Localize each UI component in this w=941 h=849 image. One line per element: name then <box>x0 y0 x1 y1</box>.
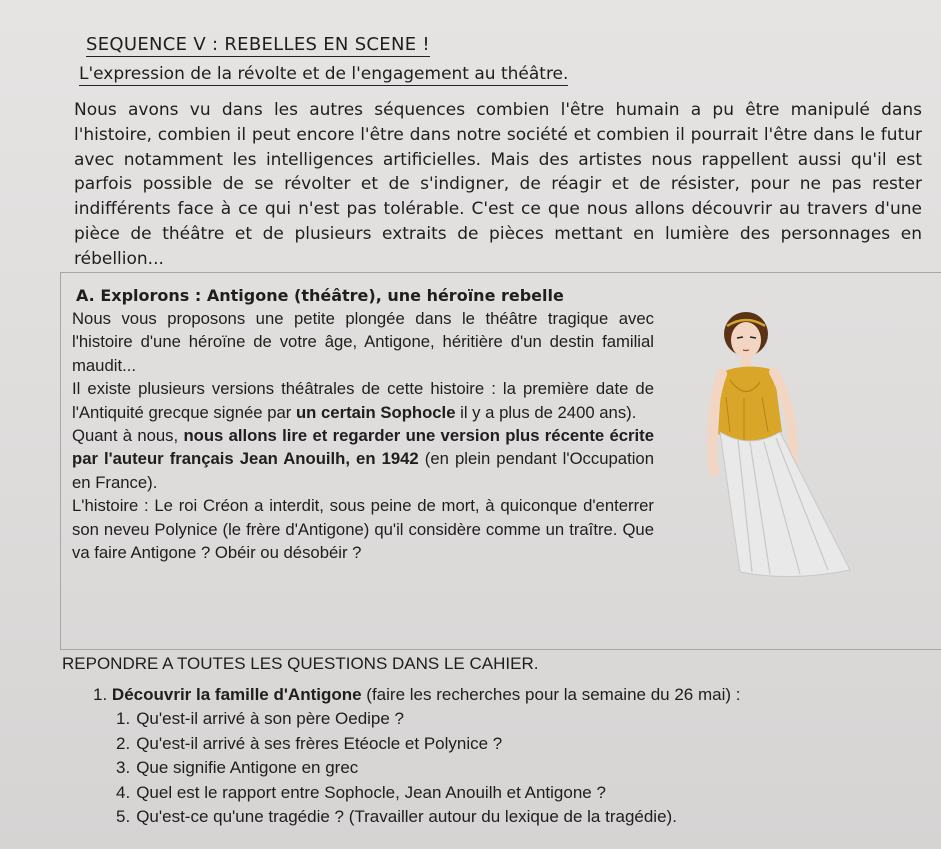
questions-heading: 1. Découvrir la famille d'Antigone (faire les recherches pour la semaine du 26 mai) : <box>93 685 741 704</box>
sequence-title: SEQUENCE V : REBELLES EN SCENE ! <box>86 34 430 55</box>
section-a-heading: A. Explorons : Antigone (théâtre), une héroïne rebelle <box>76 286 564 305</box>
subtitle: L'expression de la révolte et de l'engagement au théâtre. <box>79 64 569 84</box>
section-a-p2: Il existe plusieurs versions théâtrales de cette histoire : la première date de l'Antiquité grecque signée par un certain Sophocle il y a plus de 2400 ans). <box>72 379 654 422</box>
section-a-text <box>72 305 654 564</box>
instructions: REPONDRE A TOUTES LES QUESTIONS DANS LE CAHIER. <box>62 654 539 673</box>
question-item: 3. Que signifie Antigone en grec <box>116 758 359 777</box>
section-a-p4: L'histoire : Le roi Créon a interdit, sous peine de mort, à quiconque d'enterrer son neveu Polynice (le frère d'Antigone) qu'il considère comme un traître. Que va faire Antigone ? Obéir ou désobéir ? <box>72 496 654 563</box>
question-item: 5. Qu'est-ce qu'une tragédie ? (Travailler autour du lexique de la tragédie). <box>116 807 677 826</box>
question-item: 1. Qu'est-il arrivé à son père Oedipe ? <box>116 709 405 728</box>
antigone-illustration <box>700 302 860 592</box>
question-item: 2. Qu'est-il arrivé à ses frères Etéocle et Polynice ? <box>116 733 503 753</box>
question-list <box>116 707 677 830</box>
intro-paragraph: Nous avons vu dans les autres séquences combien l'être humain a pu être manipulé dans l'histoire, combien il peut encore l'être dans notre société et combien il pourrait l'être dans le futur avec notamment les intelligences artificielles. Mais des artistes nous rappellent aussi qu'il est parfois possible de se révolter et de s'indigner, de réagir et de résister, pour ne pas rester indifférents face à ce qui n'est pas tolérable. C'est ce que nous allons découvrir au travers d'une pièce de théâtre et de plusieurs extraits de pièces mettant en lumière des personnages en rébellion... <box>74 100 922 269</box>
question-item: 4. Quel est le rapport entre Sophocle, Jean Anouilh et Antigone ? <box>116 782 606 802</box>
section-a-p3: Quant à nous, nous allons lire et regarder une version plus récente écrite par l'auteur français Jean Anouilh, en 1942 (en plein pendant l'Occupation en France). <box>72 426 654 492</box>
section-a-p1: Nous vous proposons une petite plongée dans le théâtre tragique avec l'histoire d'une héroïne de votre âge, Antigone, héritière d'un destin familial maudit... <box>72 309 654 375</box>
